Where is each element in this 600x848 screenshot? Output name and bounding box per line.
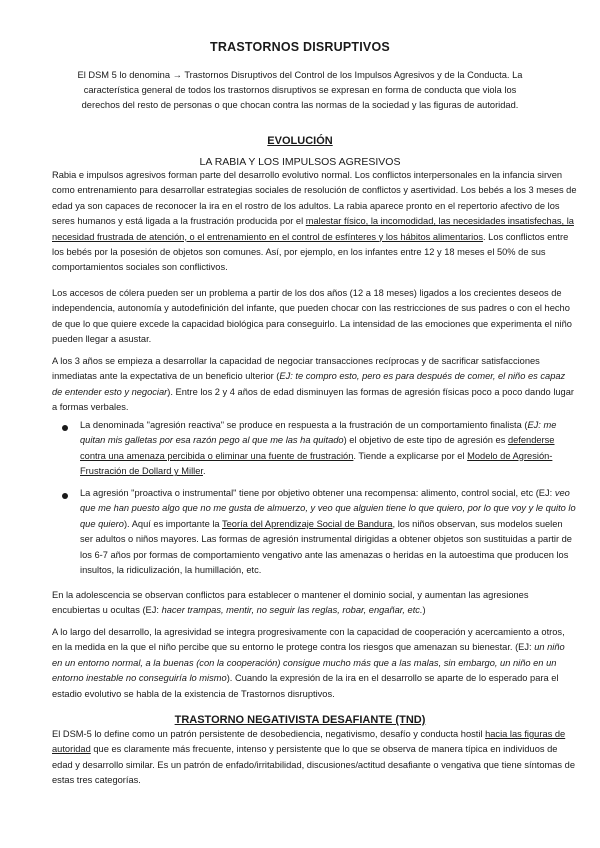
text: El DSM-5 lo define como un patrón persistente de desobediencia, negativismo, desafío y conducta hostil: [52, 729, 486, 739]
underlined-text: hacia las figuras de autoridad: [52, 729, 566, 755]
italic-example: hacer trampas, mentir, no seguir las reglas, robar, engañar, etc.: [161, 605, 423, 616]
text: , los niños observan, sus modelos suelen ser adultos o niños mayores. Las formas de agresión instrumental dirigidas a obtener objetos son sustituidas a partir de los 6-7 años por formas de comportamiento vengativo ante las amenazas o heridas en la autoestima que producen los insultos, la ridiculización, la humillación, etc.: [80, 518, 572, 576]
bullet-agresion-proactiva: [80, 486, 576, 578]
text: . Tiende a explicarse por el: [353, 450, 468, 461]
paragraph-tnd: [52, 727, 577, 789]
paragraph-desarrollo: [52, 625, 577, 702]
paragraph-colera: Los accesos de cólera pueden ser un problema a partir de los dos años (12 a 18 meses) ligados a los crecientes deseos de independencia, autonomía y autodefinición del infante, que pueden chocar con las restricciones de sus padres o con el hecho de que lo que quiere excede la capacidad biológica para conseguirlo. La intensidad de las emociones que experimenta el niño pueden llegar a asustar.: [52, 288, 572, 345]
text: que es claramente más frecuente, intenso y persistente que lo que se observa de manera típica en individuos de edad y desarrollo similar. Es un patrón de enfado/irritabilidad, discusiones/actitud desafiante o vengativa que tiene síntomas de estas tres categorías.: [52, 744, 576, 786]
text: La agresión "proactiva o instrumental" tiene por objetivo obtener una recompensa: alimento, control social, etc (EJ:: [80, 488, 555, 498]
bullet-icon: [62, 493, 68, 499]
text: A los 3 años se empieza a desarrollar la capacidad de negociar transacciones recíprocas y de sacrificar satisfacciones inmediatas ante la expectativa de un beneficio ulterior (: [52, 356, 540, 382]
paragraph-adolescencia: [52, 588, 577, 619]
italic-example: EJ: te compro esto, pero es para después de comer, el niño es capaz de entender esto y negociar: [52, 371, 566, 397]
text: .: [202, 466, 206, 477]
underlined-text: Teoría del Aprendizaje Social de Bandura: [221, 518, 393, 529]
text: ). Entre los 2 y 4 años de edad disminuyen las formas de agresión físicas poco a poco dando lugar a formas verbales.: [52, 386, 574, 413]
section-heading-evolucion: EVOLUCIÓN: [267, 135, 333, 147]
italic-example: EJ: me quitan mis galletas por esa razón pego al que me las ha quitado: [80, 420, 557, 446]
intro-paragraph: [70, 68, 530, 113]
italic-example: un niño en un entorno normal, a la buenas (con la cooperación) consigue mucho más que a las malas, sin embargo, un niño en un entorno inestable no conseguiría lo mismo: [52, 642, 565, 684]
bullet-icon: [62, 425, 68, 431]
intro-text: El DSM 5 lo denomina → Trastornos Disruptivos del Control de los Impulsos Agresivos y de la Conducta. La característica general de todos los trastornos disruptivos se expresan en forma de conducta que viola los derechos del resto de personas o que chocan contra las normas de la sociedad y las figuras de autoridad.: [77, 70, 523, 110]
bullet-agresion-reactiva: [80, 418, 576, 480]
paragraph-3-anos: [52, 354, 577, 416]
text: La denominada "agresión reactiva" se produce en respuesta a la frustración de un comportamiento finalista (: [80, 420, 528, 430]
document-title: TRASTORNOS DISRUPTIVOS: [210, 40, 390, 54]
text: Rabia e impulsos agresivos forman parte del desarrollo evolutivo normal. Los conflictos interpersonales en la infancia sirven como entrenamiento para desarrollar estrategias sociales de resolución de conflictos y asertividad. Los bebés a los 3 meses de edad ya son capaces de reconocer la ira en el rostro de los adultos. La rabia aparece pronto en el repertorio afectivo de los seres humanos y está ligada a la frustración producida por el: [52, 170, 577, 227]
text: ). Aquí es importante la: [123, 518, 222, 529]
text: ) el objetivo de este tipo de agresión es: [343, 435, 508, 446]
italic-example: veo que me han puesto algo que no me gusta de almuerzo, y veo que alguien tiene lo que quiero, por lo que voy y le quito lo que quiero: [80, 488, 576, 529]
underlined-text: defenderse contra una amenaza percibida o eliminar una fuente de frustración: [80, 435, 555, 461]
text: ): [422, 605, 426, 616]
subheading-rabia: LA RABIA Y LOS IMPULSOS AGRESIVOS: [199, 156, 401, 168]
section-heading-tnd: TRASTORNO NEGATIVISTA DESAFIANTE (TND): [174, 714, 426, 726]
underlined-text: Modelo de Agresión-Frustración de Dollard y Miller: [80, 450, 553, 477]
text: . Los conflictos entre los bebés por la posesión de objetos son comunes. Así, por ejemplo, en los infantes entre 12 y 18 meses el 50% de sus comportamientos sociales son conflictivos.: [52, 231, 569, 273]
paragraph-rabia: [52, 168, 577, 276]
text: En la adolescencia se observan conflictos para establecer o mantener el dominio social, y aumentan las agresiones encubiertas u ocultas (EJ:: [52, 590, 529, 616]
text: A lo largo del desarrollo, la agresividad se integra progresivamente con la capacidad de cooperación y acercamiento a otros, en la medida en la que el niño percibe que su entorno le protege contra los riesgos que amenazan su bienestar. (EJ:: [52, 627, 565, 653]
underlined-text: malestar físico, la incomodidad, las necesidades insatisfechas, la necesidad frustrada de atención, o el entrenamiento en el control de esfínteres y los hábitos alimentarios: [52, 216, 574, 242]
text: ). Cuando la expresión de la ira en el desarrollo se aparte de lo esperado para el estadio evolutivo se habla de la existencia de Trastornos disruptivos.: [52, 673, 559, 699]
